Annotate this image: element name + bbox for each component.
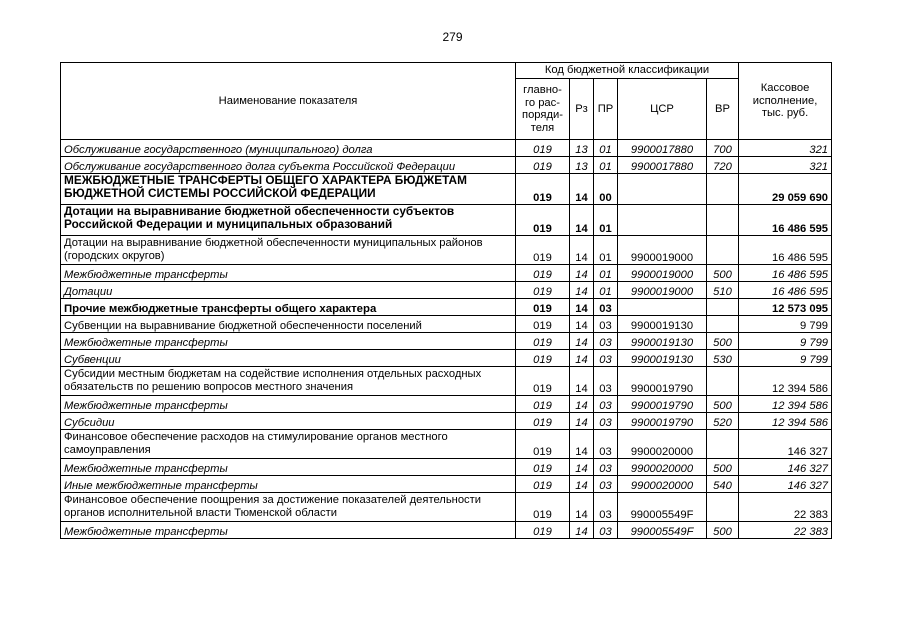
table-row bbox=[61, 459, 832, 476]
cell-amount: 16 486 595 bbox=[739, 282, 832, 299]
header-budget-classification: Код бюджетной классификации bbox=[516, 63, 739, 79]
table-row bbox=[61, 367, 832, 396]
table-row bbox=[61, 205, 832, 236]
cell-pr: 03 bbox=[594, 396, 618, 413]
cell-vr: 500 bbox=[707, 396, 739, 413]
cell-rz: 13 bbox=[570, 157, 594, 174]
cell-csr: 9900019790 bbox=[618, 367, 707, 396]
cell-glavny: 019 bbox=[516, 236, 570, 265]
table-body bbox=[61, 140, 832, 539]
header-name: Наименование показателя bbox=[61, 63, 516, 140]
cell-amount: 16 486 595 bbox=[739, 205, 832, 236]
cell-vr: 720 bbox=[707, 157, 739, 174]
cell-vr bbox=[707, 299, 739, 316]
cell-pr: 03 bbox=[594, 522, 618, 539]
cell-rz: 14 bbox=[570, 299, 594, 316]
cell-glavny: 019 bbox=[516, 459, 570, 476]
header-pr: ПР bbox=[594, 79, 618, 140]
cell-csr: 9900020000 bbox=[618, 476, 707, 493]
cell-csr: 9900019000 bbox=[618, 236, 707, 265]
cell-csr: 9900017880 bbox=[618, 140, 707, 157]
cell-csr bbox=[618, 205, 707, 236]
cell-amount: 12 394 586 bbox=[739, 396, 832, 413]
cell-pr: 03 bbox=[594, 316, 618, 333]
cell-vr bbox=[707, 236, 739, 265]
cell-glavny: 019 bbox=[516, 396, 570, 413]
cell-csr: 990005549F bbox=[618, 493, 707, 522]
cell-pr: 03 bbox=[594, 493, 618, 522]
cell-glavny: 019 bbox=[516, 430, 570, 459]
cell-glavny: 019 bbox=[516, 316, 570, 333]
header-rz: Рз bbox=[570, 79, 594, 140]
cell-amount: 321 bbox=[739, 157, 832, 174]
cell-csr: 9900017880 bbox=[618, 157, 707, 174]
cell-amount: 29 059 690 bbox=[739, 174, 832, 205]
cell-glavny: 019 bbox=[516, 157, 570, 174]
cell-vr: 520 bbox=[707, 413, 739, 430]
table-row bbox=[61, 522, 832, 539]
table-row bbox=[61, 333, 832, 350]
cell-pr: 03 bbox=[594, 459, 618, 476]
cell-csr bbox=[618, 299, 707, 316]
header-glavny: главно-го рас-поряди-теля bbox=[516, 79, 570, 140]
cell-pr: 03 bbox=[594, 413, 618, 430]
cell-csr: 9900019000 bbox=[618, 282, 707, 299]
cell-amount: 12 573 095 bbox=[739, 299, 832, 316]
cell-pr: 03 bbox=[594, 333, 618, 350]
cell-amount: 9 799 bbox=[739, 350, 832, 367]
cell-rz: 14 bbox=[570, 265, 594, 282]
cell-rz: 14 bbox=[570, 350, 594, 367]
cell-name: Прочие межбюджетные трансферты общего характера bbox=[61, 299, 516, 316]
cell-vr: 500 bbox=[707, 522, 739, 539]
table-row bbox=[61, 350, 832, 367]
cell-csr: 9900019130 bbox=[618, 316, 707, 333]
header-csr: ЦСР bbox=[618, 79, 707, 140]
cell-csr: 9900020000 bbox=[618, 459, 707, 476]
cell-pr: 03 bbox=[594, 367, 618, 396]
table-row bbox=[61, 140, 832, 157]
cell-rz: 14 bbox=[570, 476, 594, 493]
cell-glavny: 019 bbox=[516, 367, 570, 396]
cell-vr bbox=[707, 205, 739, 236]
budget-table bbox=[60, 62, 832, 539]
cell-pr: 03 bbox=[594, 350, 618, 367]
cell-amount: 146 327 bbox=[739, 476, 832, 493]
cell-vr: 500 bbox=[707, 459, 739, 476]
cell-amount: 9 799 bbox=[739, 316, 832, 333]
cell-pr: 03 bbox=[594, 430, 618, 459]
cell-name: Субсидии bbox=[61, 413, 516, 430]
table-row bbox=[61, 265, 832, 282]
cell-glavny: 019 bbox=[516, 174, 570, 205]
cell-amount: 12 394 586 bbox=[739, 367, 832, 396]
cell-rz: 14 bbox=[570, 236, 594, 265]
cell-vr bbox=[707, 367, 739, 396]
cell-amount: 22 383 bbox=[739, 522, 832, 539]
cell-rz: 13 bbox=[570, 140, 594, 157]
cell-amount: 12 394 586 bbox=[739, 413, 832, 430]
cell-rz: 14 bbox=[570, 333, 594, 350]
cell-pr: 01 bbox=[594, 265, 618, 282]
cell-csr: 9900019130 bbox=[618, 350, 707, 367]
table-row bbox=[61, 299, 832, 316]
cell-rz: 14 bbox=[570, 493, 594, 522]
cell-glavny: 019 bbox=[516, 413, 570, 430]
cell-csr: 9900019000 bbox=[618, 265, 707, 282]
cell-vr bbox=[707, 316, 739, 333]
cell-name: Финансовое обеспечение расходов на стимулирование органов местного самоуправления bbox=[61, 430, 516, 459]
cell-csr: 9900019790 bbox=[618, 396, 707, 413]
cell-glavny: 019 bbox=[516, 476, 570, 493]
cell-rz: 14 bbox=[570, 396, 594, 413]
cell-amount: 146 327 bbox=[739, 430, 832, 459]
cell-pr: 00 bbox=[594, 174, 618, 205]
cell-glavny: 019 bbox=[516, 350, 570, 367]
cell-vr bbox=[707, 174, 739, 205]
cell-csr: 9900019130 bbox=[618, 333, 707, 350]
cell-name: Иные межбюджетные трансферты bbox=[61, 476, 516, 493]
cell-name: Межбюджетные трансферты bbox=[61, 522, 516, 539]
cell-csr: 990005549F bbox=[618, 522, 707, 539]
cell-rz: 14 bbox=[570, 174, 594, 205]
cell-vr bbox=[707, 430, 739, 459]
cell-vr: 540 bbox=[707, 476, 739, 493]
cell-name: МЕЖБЮДЖЕТНЫЕ ТРАНСФЕРТЫ ОБЩЕГО ХАРАКТЕРА БЮДЖЕТАМ БЮДЖЕТНОЙ СИСТЕМЫ РОССИЙСКОЙ ФЕДЕРАЦИИ bbox=[61, 174, 516, 205]
cell-pr: 01 bbox=[594, 140, 618, 157]
cell-csr bbox=[618, 174, 707, 205]
cell-name: Финансовое обеспечение поощрения за достижение показателей деятельности органов исполнительной власти Тюменской области bbox=[61, 493, 516, 522]
cell-csr: 9900020000 bbox=[618, 430, 707, 459]
cell-vr bbox=[707, 493, 739, 522]
cell-name: Субвенции bbox=[61, 350, 516, 367]
table-row bbox=[61, 316, 832, 333]
cell-rz: 14 bbox=[570, 413, 594, 430]
cell-rz: 14 bbox=[570, 430, 594, 459]
cell-vr: 700 bbox=[707, 140, 739, 157]
header-amount: Кассовое исполнение, тыс. руб. bbox=[739, 63, 832, 140]
cell-vr: 530 bbox=[707, 350, 739, 367]
cell-glavny: 019 bbox=[516, 265, 570, 282]
table-row bbox=[61, 282, 832, 299]
cell-glavny: 019 bbox=[516, 493, 570, 522]
cell-rz: 14 bbox=[570, 522, 594, 539]
cell-glavny: 019 bbox=[516, 205, 570, 236]
cell-glavny: 019 bbox=[516, 140, 570, 157]
cell-pr: 01 bbox=[594, 157, 618, 174]
cell-rz: 14 bbox=[570, 459, 594, 476]
cell-amount: 146 327 bbox=[739, 459, 832, 476]
cell-name: Дотации bbox=[61, 282, 516, 299]
cell-name: Межбюджетные трансферты bbox=[61, 459, 516, 476]
cell-rz: 14 bbox=[570, 316, 594, 333]
cell-name: Субсидии местным бюджетам на содействие исполнения отдельных расходных обязательств по решению вопросов местного значения bbox=[61, 367, 516, 396]
cell-amount: 321 bbox=[739, 140, 832, 157]
page-number: 279 bbox=[442, 30, 463, 44]
cell-pr: 01 bbox=[594, 282, 618, 299]
table-row bbox=[61, 174, 832, 205]
cell-pr: 01 bbox=[594, 205, 618, 236]
cell-pr: 01 bbox=[594, 236, 618, 265]
cell-vr: 500 bbox=[707, 265, 739, 282]
header-vr: ВР bbox=[707, 79, 739, 140]
table-row bbox=[61, 476, 832, 493]
cell-glavny: 019 bbox=[516, 282, 570, 299]
cell-name: Обслуживание государственного (муниципального) долга bbox=[61, 140, 516, 157]
cell-vr: 500 bbox=[707, 333, 739, 350]
table-row bbox=[61, 157, 832, 174]
cell-rz: 14 bbox=[570, 205, 594, 236]
cell-amount: 16 486 595 bbox=[739, 236, 832, 265]
cell-name: Межбюджетные трансферты bbox=[61, 265, 516, 282]
cell-name: Обслуживание государственного долга субъекта Российской Федерации bbox=[61, 157, 516, 174]
cell-rz: 14 bbox=[570, 367, 594, 396]
cell-vr: 510 bbox=[707, 282, 739, 299]
cell-name: Межбюджетные трансферты bbox=[61, 396, 516, 413]
table-row bbox=[61, 430, 832, 459]
cell-name: Межбюджетные трансферты bbox=[61, 333, 516, 350]
cell-name: Дотации на выравнивание бюджетной обеспеченности муниципальных районов (городских округов) bbox=[61, 236, 516, 265]
cell-glavny: 019 bbox=[516, 299, 570, 316]
table-row bbox=[61, 396, 832, 413]
cell-amount: 16 486 595 bbox=[739, 265, 832, 282]
cell-csr: 9900019790 bbox=[618, 413, 707, 430]
table-row bbox=[61, 236, 832, 265]
cell-pr: 03 bbox=[594, 299, 618, 316]
table-row bbox=[61, 413, 832, 430]
cell-amount: 9 799 bbox=[739, 333, 832, 350]
cell-pr: 03 bbox=[594, 476, 618, 493]
cell-glavny: 019 bbox=[516, 522, 570, 539]
cell-rz: 14 bbox=[570, 282, 594, 299]
cell-amount: 22 383 bbox=[739, 493, 832, 522]
cell-name: Дотации на выравнивание бюджетной обеспеченности субъектов Российской Федерации и муниципальных образований bbox=[61, 205, 516, 236]
cell-glavny: 019 bbox=[516, 333, 570, 350]
cell-name: Субвенции на выравнивание бюджетной обеспеченности поселений bbox=[61, 316, 516, 333]
table-row bbox=[61, 493, 832, 522]
